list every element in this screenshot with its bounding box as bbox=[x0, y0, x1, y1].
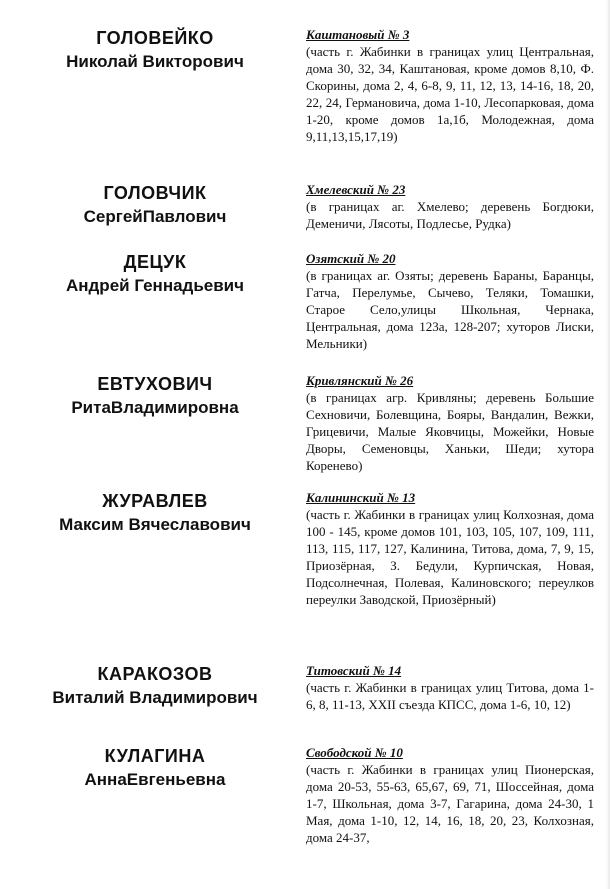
candidate-surname: ГОЛОВЕЙКО bbox=[96, 28, 214, 48]
district-name: Кривлянский № 26 bbox=[306, 373, 414, 388]
district-name: Хмелевский № 23 bbox=[306, 182, 406, 197]
district-description: (в границах агр. Кривляны; деревень Большие Сехновичи, Болевщина, Бояры, Вандалин, Вежки, Грицевичи, Малые Яковчицы, Можейки, Новые Дворы, Семеновцы, Ханьки, Шеди; хутора Коренево) bbox=[306, 390, 594, 473]
district-name: Каштановый № 3 bbox=[306, 27, 410, 42]
district-info bbox=[306, 372, 594, 474]
district-description: (часть г. Жабинки в границах улиц Центральная, дома 30, 32, 34, Каштановая, кроме домов 8,10, Ф. Скорины, дома 2, 4, 6-8, 9, 11, 12, 13, 14-16, 18, 20, 22, 24, Германовича, дома 1-10, Лесопарковая, дома 1-20, кроме домов 1а,1б, Молодежная, дома 9,11,13,15,17,19) bbox=[306, 44, 594, 144]
district-description: (часть г. Жабинки в границах улиц Титова, дома 1-6, 8, 11-13, XXII съезда КПСС, дома 1-6, 10, 12) bbox=[306, 680, 594, 712]
candidate-name bbox=[20, 250, 290, 297]
page-edge-shadow bbox=[606, 0, 610, 889]
district-info bbox=[306, 181, 594, 232]
candidate-name bbox=[20, 662, 290, 709]
candidate-given-names: СергейПавлович bbox=[83, 207, 227, 226]
candidate-name bbox=[20, 26, 290, 73]
district-name: Свободской № 10 bbox=[306, 745, 403, 760]
district-description: (часть г. Жабинки в границах улиц Пионерская, дома 20-53, 55-63, 65,67, 69, 71, Шоссейная, дома 1-7, Школьная, дома 3-7, Гагарина, дома 24-30, 1 Мая, дома 1-10, 12, 14, 16, 18, 20, 23, Колхозная, дома 24-37, bbox=[306, 762, 594, 845]
candidate-surname: КАРАКОЗОВ bbox=[97, 664, 213, 684]
district-name: Калининский № 13 bbox=[306, 490, 416, 505]
candidate-surname: ЖУРАВЛЕВ bbox=[102, 491, 208, 511]
district-description: (часть г. Жабинки в границах улиц Колхозная, дома 100 - 145, кроме домов 101, 103, 105, 107, 109, 111, 113, 115, 117, 127, Калинина, Титова, дома, 7, 9, 15, Приозёрная, З. Бедули, Курпичская, Новая, Подсолнечная, Полевая, Калиновского; переулков переулки Заводской, Приозёрный) bbox=[306, 507, 594, 607]
candidate-given-names: Виталий Владимирович bbox=[52, 688, 258, 707]
district-name: Озятский № 20 bbox=[306, 251, 396, 266]
district-info bbox=[306, 744, 594, 846]
district-info bbox=[306, 662, 594, 713]
candidate-surname: КУЛАГИНА bbox=[104, 746, 206, 766]
district-description: (в границах аг. Хмелево; деревень Богдюки, Деменичи, Лясоты, Подлесье, Рудка) bbox=[306, 199, 594, 231]
candidate-surname: ЕВТУХОВИЧ bbox=[97, 374, 213, 394]
candidate-given-names: Максим Вячеславович bbox=[59, 515, 251, 534]
district-info bbox=[306, 489, 594, 608]
candidate-surname: ДЕЦУК bbox=[123, 252, 187, 272]
district-name: Титовский № 14 bbox=[306, 663, 402, 678]
candidate-name bbox=[20, 372, 290, 419]
candidate-name bbox=[20, 181, 290, 228]
candidate-name bbox=[20, 489, 290, 536]
candidate-surname: ГОЛОВЧИК bbox=[103, 183, 207, 203]
candidate-name bbox=[20, 744, 290, 791]
candidate-given-names: РитаВладимировна bbox=[71, 398, 239, 417]
district-description: (в границах аг. Озяты; деревень Бараны, Баранцы, Гатча, Перелумье, Сычево, Теляки, Томашки, Старое Село,улицы Школьная, Чернака, Центральная, дома 123а, 128-207; хуторов Лиски, Мельники) bbox=[306, 268, 594, 351]
candidate-given-names: Андрей Геннадьевич bbox=[65, 276, 245, 295]
district-info bbox=[306, 26, 594, 145]
candidate-given-names: АннаЕвгеньевна bbox=[84, 770, 226, 789]
district-info bbox=[306, 250, 594, 352]
candidate-given-names: Николай Викторович bbox=[66, 52, 244, 71]
